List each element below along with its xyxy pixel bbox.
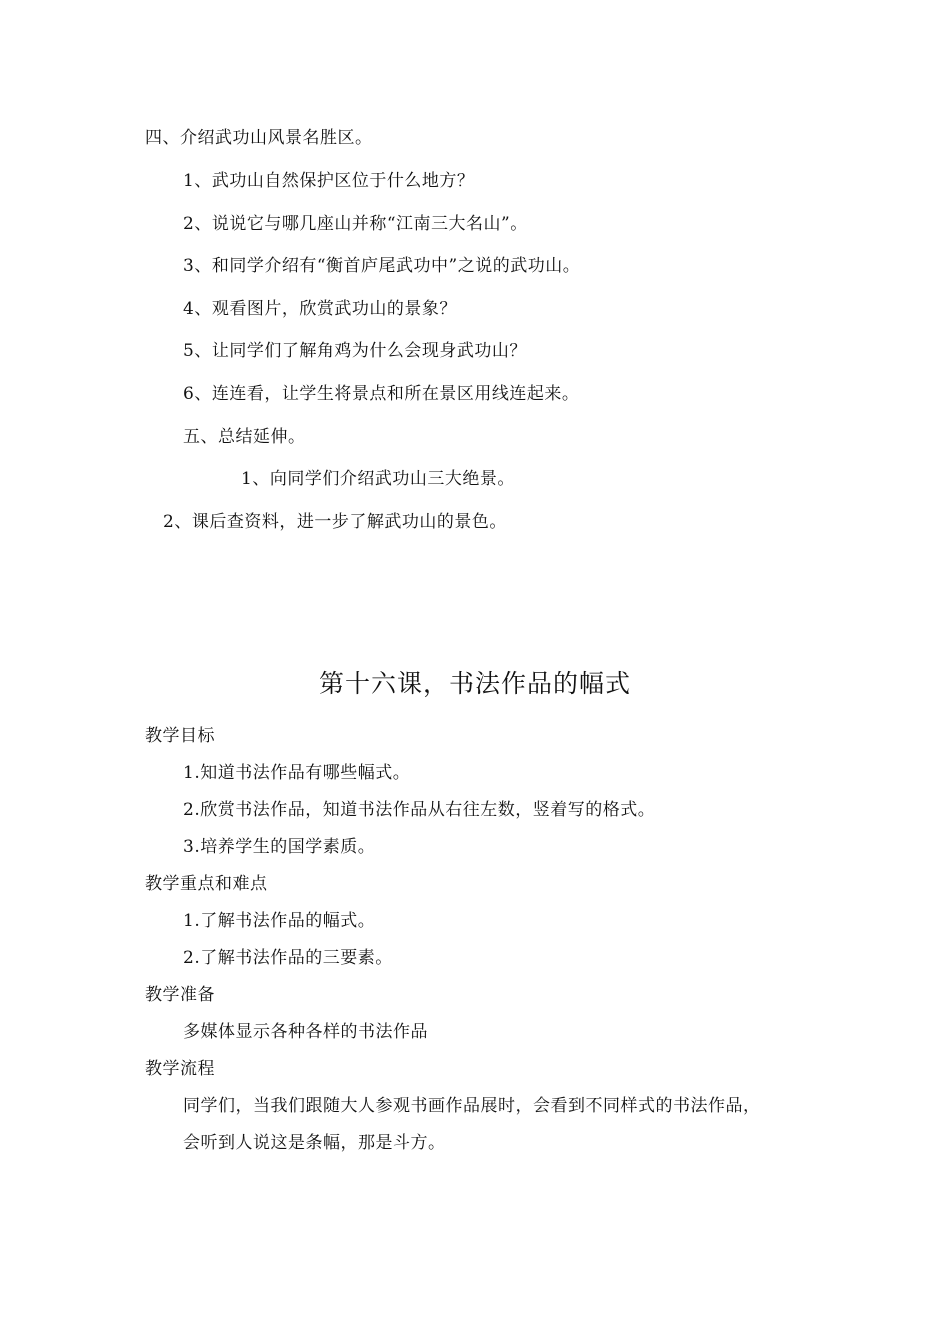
list-item: 4、观看图片，欣赏武功山的景象？ [183,299,457,319]
prep-heading: 教学准备 [145,985,215,1005]
list-item: 2.了解书法作品的三要素。 [183,948,393,968]
list-item: 3.培养学生的国学素质。 [183,837,376,857]
process-heading: 教学流程 [145,1059,215,1079]
list-item: 1.知道书法作品有哪些幅式。 [183,763,411,783]
list-item: 1、向同学们介绍武功山三大绝景。 [241,469,515,489]
list-item: 2、说说它与哪几座山并称“江南三大名山”。 [183,214,528,234]
keypoints-heading: 教学重点和难点 [145,874,268,894]
process-paragraph-line: 会听到人说这是条幅，那是斗方。 [183,1133,446,1153]
prep-text: 多媒体显示各种各样的书法作品 [183,1022,428,1042]
section-heading-4: 四、介绍武功山风景名胜区。 [145,128,373,148]
section-heading-5: 五、总结延伸。 [183,427,306,447]
list-item: 5、让同学们了解角鸡为什么会现身武功山？ [183,341,527,361]
process-paragraph-line: 同学们，当我们跟随大人参观书画作品展时，会看到不同样式的书法作品， [183,1096,761,1116]
list-item: 6、连连看，让学生将景点和所在景区用线连起来。 [183,384,580,404]
goals-heading: 教学目标 [145,726,215,746]
list-item: 1.了解书法作品的幅式。 [183,911,376,931]
lesson-title: 第十六课，书法作品的幅式 [318,669,631,698]
list-item: 1、武功山自然保护区位于什么地方？ [183,171,475,191]
list-item: 2、课后查资料，进一步了解武功山的景色。 [163,512,507,532]
list-item: 2.欣赏书法作品，知道书法作品从右往左数，竖着写的格式。 [183,800,656,820]
list-item: 3、和同学介绍有“衡首庐尾武功中”之说的武功山。 [183,256,581,276]
